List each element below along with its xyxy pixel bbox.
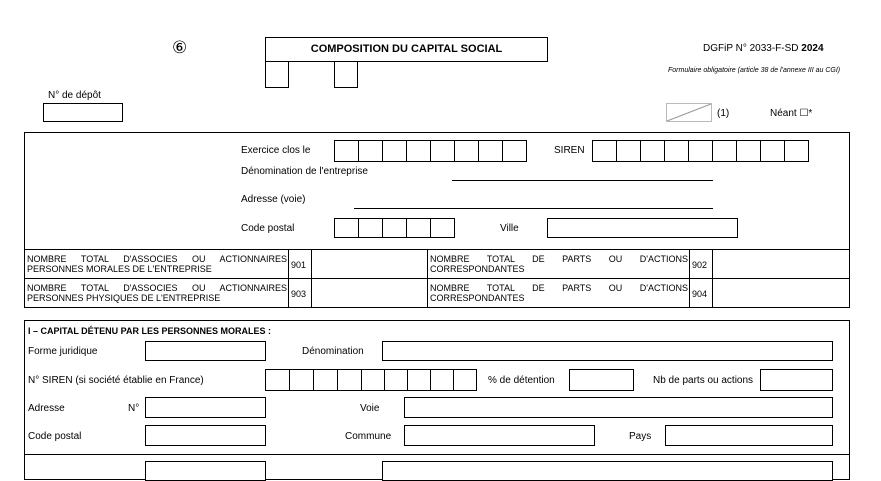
forme-juridique-input[interactable] bbox=[145, 341, 266, 361]
code-901: 901 bbox=[291, 260, 307, 270]
siren-pm-cells[interactable] bbox=[265, 369, 477, 391]
ville-label: Ville bbox=[500, 223, 519, 234]
total-902-input[interactable] bbox=[713, 250, 849, 278]
adresse-line[interactable] bbox=[354, 208, 713, 209]
next-denomination-input[interactable] bbox=[382, 461, 833, 481]
form-title-box bbox=[265, 37, 548, 62]
denomination-pm-label: Dénomination bbox=[302, 346, 364, 357]
code-904: 904 bbox=[692, 289, 708, 299]
code-postal-cells[interactable] bbox=[334, 218, 455, 238]
siren-cells[interactable] bbox=[592, 140, 809, 162]
nb-parts-label: Nb de parts ou actions bbox=[653, 375, 754, 386]
section-personnes-morales-title: I – CAPITAL DÉTENU PAR LES PERSONNES MORALES : bbox=[28, 326, 272, 336]
form-year: 2024 bbox=[801, 43, 824, 54]
section-number-symbol: ⑥ bbox=[172, 38, 188, 57]
form-ref-number: DGFiP N° 2033-F-SD bbox=[703, 43, 799, 54]
commune-label: Commune bbox=[345, 431, 392, 442]
voie-input[interactable] bbox=[404, 397, 833, 418]
footnote-ref: (1) bbox=[717, 108, 730, 119]
depot-input[interactable] bbox=[43, 103, 123, 122]
code-postal-pm-label: Code postal bbox=[28, 431, 82, 442]
pays-label: Pays bbox=[629, 431, 652, 442]
total-904-input[interactable] bbox=[713, 279, 849, 307]
exercice-label: Exercice clos le bbox=[241, 145, 311, 156]
total-associes-physiques-label: NOMBRE TOTAL D'ASSOCIES OU ACTIONNAIRES PERSONNES PHYSIQUES DE L'ENTREPRISE bbox=[27, 283, 287, 303]
neant-label bbox=[770, 108, 812, 119]
forme-juridique-label: Forme juridique bbox=[28, 346, 98, 357]
total-parts-morales-label: NOMBRE TOTAL DE PARTS OU D'ACTIONS CORRESPONDANTES bbox=[430, 254, 688, 274]
nb-parts-input[interactable] bbox=[760, 369, 833, 391]
detention-input[interactable] bbox=[569, 369, 634, 391]
next-entry-separator bbox=[24, 454, 850, 455]
numero-label: N° bbox=[128, 403, 140, 414]
pays-input[interactable] bbox=[665, 425, 833, 446]
numero-input[interactable] bbox=[145, 397, 266, 418]
denomination-label: Dénomination de l'entreprise bbox=[241, 166, 368, 177]
denomination-line[interactable] bbox=[452, 180, 713, 181]
totals-divider-3 bbox=[427, 249, 428, 307]
total-903-input[interactable] bbox=[312, 279, 427, 307]
form-reference bbox=[703, 43, 824, 54]
hatched-box bbox=[666, 103, 712, 122]
code-postal-pm-input[interactable] bbox=[145, 425, 266, 446]
code-902: 902 bbox=[692, 260, 708, 270]
totals-divider-4 bbox=[689, 249, 690, 307]
adresse-pm-label: Adresse bbox=[28, 403, 65, 414]
denomination-pm-input[interactable] bbox=[382, 341, 833, 361]
total-associes-morales-label: NOMBRE TOTAL D'ASSOCIES OU ACTIONNAIRES PERSONNES MORALES DE L'ENTREPRISE bbox=[27, 254, 287, 274]
next-forme-juridique-input[interactable] bbox=[145, 461, 266, 481]
ville-input[interactable] bbox=[547, 218, 738, 238]
adresse-label: Adresse (voie) bbox=[241, 194, 306, 205]
code-903: 903 bbox=[291, 289, 307, 299]
neant-checkbox[interactable]: ☐* bbox=[799, 108, 813, 119]
code-postal-label: Code postal bbox=[241, 223, 295, 234]
depot-label: N° de dépôt bbox=[48, 90, 101, 101]
obligatory-note: Formulaire obligatoire (article 38 de l'annexe III au CGI) bbox=[668, 67, 841, 74]
total-parts-physiques-label: NOMBRE TOTAL DE PARTS OU D'ACTIONS CORRESPONDANTES bbox=[430, 283, 688, 303]
siren-label: SIREN bbox=[554, 145, 585, 156]
total-901-input[interactable] bbox=[312, 250, 427, 278]
detention-label: % de détention bbox=[488, 375, 555, 386]
totals-divider-1 bbox=[288, 249, 289, 307]
form-title: COMPOSITION DU CAPITAL SOCIAL bbox=[310, 43, 503, 55]
exercice-date-cells[interactable] bbox=[334, 140, 527, 162]
voie-label: Voie bbox=[360, 403, 380, 414]
title-small-box-right[interactable] bbox=[334, 61, 358, 88]
siren-pm-label: N° SIREN (si société établie en France) bbox=[28, 375, 204, 386]
neant-text: Néant bbox=[770, 108, 797, 119]
commune-input[interactable] bbox=[404, 425, 595, 446]
title-small-box-left[interactable] bbox=[265, 61, 289, 88]
